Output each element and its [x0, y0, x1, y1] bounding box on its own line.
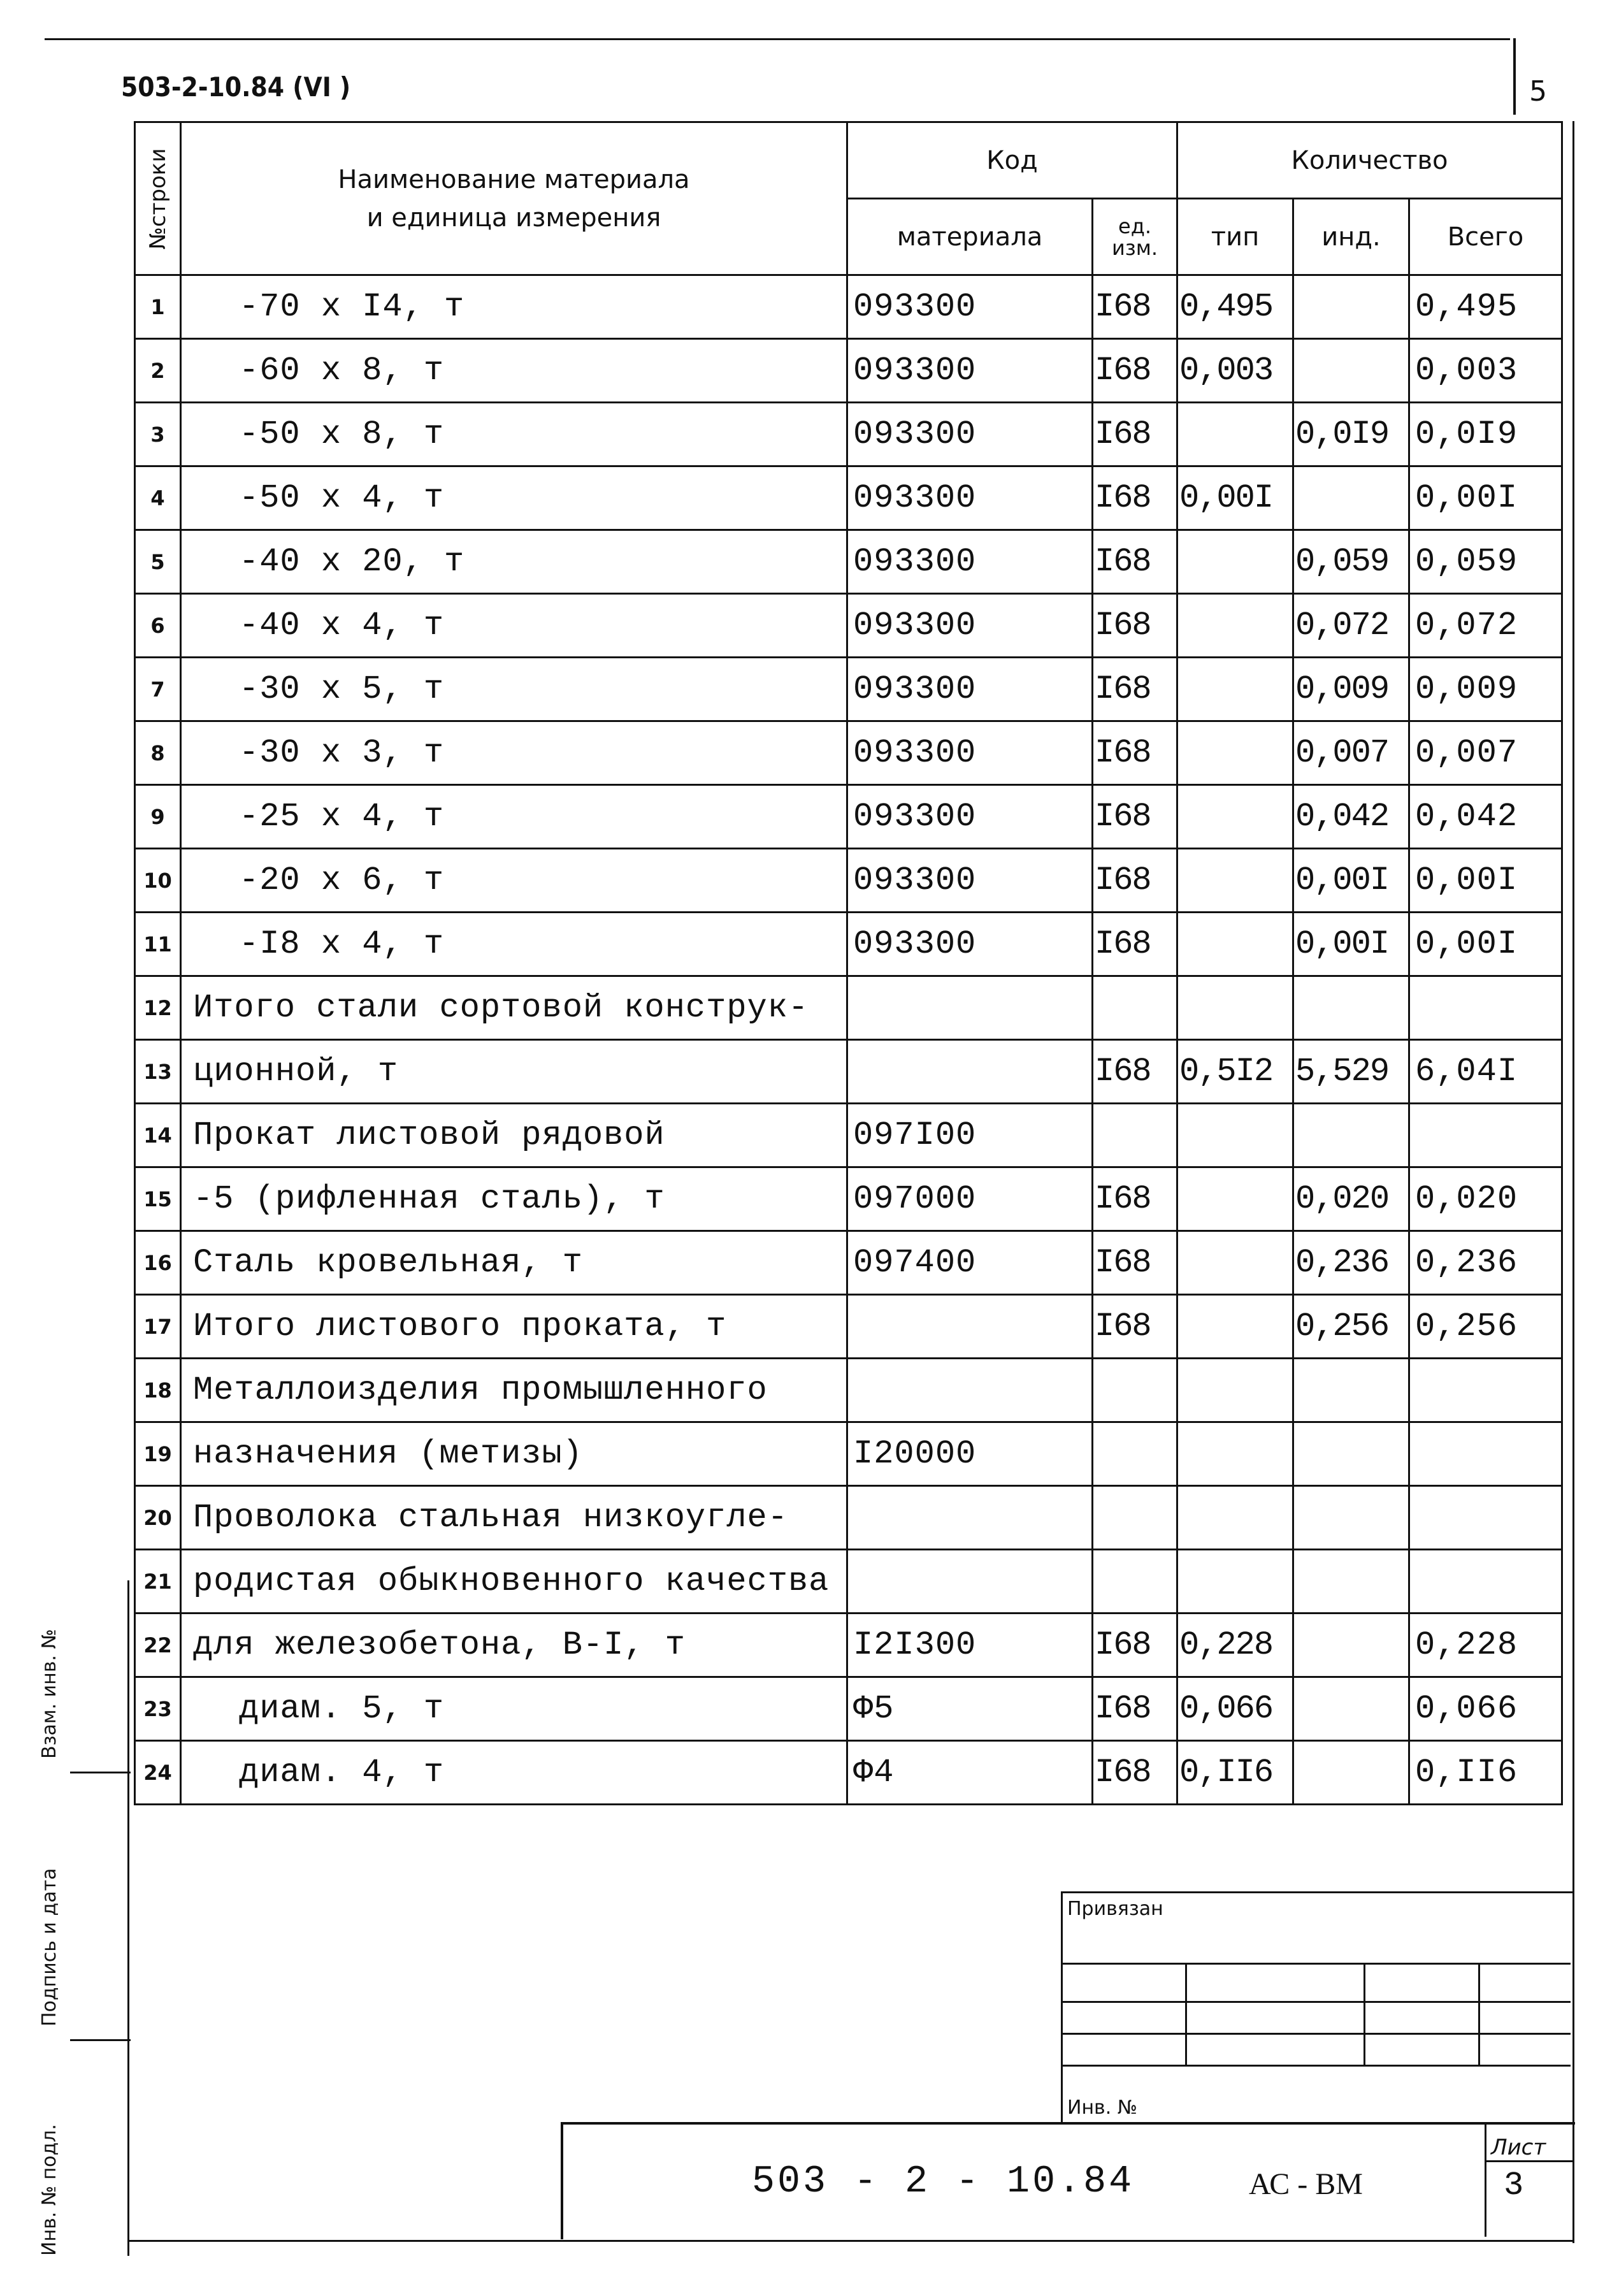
- binding-rule-3: [1061, 2033, 1571, 2035]
- qty-total: 0,009: [1409, 658, 1562, 721]
- qty-type: [1177, 1295, 1293, 1359]
- qty-total: 0,007: [1409, 721, 1562, 785]
- material-code: [847, 1486, 1093, 1550]
- material-code: 093300: [847, 849, 1093, 913]
- material-name: для железобетона, В-I, т: [181, 1614, 847, 1677]
- qty-total: [1409, 976, 1562, 1040]
- material-code: Ф5: [847, 1677, 1093, 1741]
- material-code: 093300: [847, 339, 1093, 403]
- table-row: [135, 1422, 1562, 1486]
- row-number: 21: [135, 1550, 181, 1614]
- unit-code: [1093, 1359, 1177, 1422]
- qty-total: 0,228: [1409, 1614, 1562, 1677]
- row-number: 9: [135, 785, 181, 849]
- material-code: 093300: [847, 913, 1093, 976]
- qty-total: [1409, 1550, 1562, 1614]
- qty-ind: 0,009: [1293, 658, 1409, 721]
- qty-ind: 0,256: [1293, 1295, 1409, 1359]
- table-row: [135, 530, 1562, 594]
- qty-type: 0,066: [1177, 1677, 1293, 1741]
- material-code: 097400: [847, 1231, 1093, 1295]
- side-label-replace-inv: Взам. инв. №: [38, 1629, 61, 1759]
- material-code: [847, 1295, 1093, 1359]
- unit-code: I68: [1093, 1614, 1177, 1677]
- material-code: [847, 976, 1093, 1040]
- material-name: Итого стали сортовой конструк-: [181, 976, 847, 1040]
- row-number: 17: [135, 1295, 181, 1359]
- material-name: Проволока стальная низкоугле-: [181, 1486, 847, 1550]
- material-code: 093300: [847, 403, 1093, 466]
- qty-type: 0,003: [1177, 339, 1293, 403]
- table-row: [135, 1741, 1562, 1805]
- binding-grid: [1061, 1891, 1572, 2124]
- row-number: 2: [135, 339, 181, 403]
- sheet-label: Лист: [1491, 2135, 1546, 2160]
- unit-code: I68: [1093, 913, 1177, 976]
- material-code: Ф4: [847, 1741, 1093, 1805]
- header-qty-ind: инд.: [1293, 199, 1409, 275]
- unit-code: I68: [1093, 1167, 1177, 1231]
- sheet-number: 3: [1504, 2167, 1524, 2204]
- top-rule: [45, 38, 1510, 40]
- binding-rule-2: [1061, 2001, 1571, 2003]
- qty-total: [1409, 1359, 1562, 1422]
- sheet-divider: [1485, 2122, 1486, 2237]
- qty-ind: 0,072: [1293, 594, 1409, 658]
- material-name: -30 x 5, т: [181, 658, 847, 721]
- qty-ind: 0,00I: [1293, 913, 1409, 976]
- row-number: 18: [135, 1359, 181, 1422]
- table-row: [135, 1614, 1562, 1677]
- header-code-material: материала: [847, 199, 1093, 275]
- header-qty-total: Всего: [1409, 199, 1562, 275]
- table-row: [135, 1104, 1562, 1167]
- bound-label: Привязан: [1067, 1898, 1163, 1920]
- qty-ind: 0,236: [1293, 1231, 1409, 1295]
- unit-code: I68: [1093, 1231, 1177, 1295]
- table-row: [135, 976, 1562, 1040]
- material-code: 093300: [847, 466, 1093, 530]
- qty-total: 0,256: [1409, 1295, 1562, 1359]
- qty-ind: [1293, 339, 1409, 403]
- binding-col-3: [1478, 1963, 1480, 2065]
- bottom-frame: [127, 2240, 1574, 2242]
- page-number-divider: [1513, 38, 1516, 115]
- unit-code: I68: [1093, 339, 1177, 403]
- qty-total: 0,II6: [1409, 1741, 1562, 1805]
- qty-type: 0,00I: [1177, 466, 1293, 530]
- qty-type: [1177, 1359, 1293, 1422]
- unit-code: [1093, 976, 1177, 1040]
- qty-total: [1409, 1422, 1562, 1486]
- qty-ind: [1293, 1741, 1409, 1805]
- qty-total: 0,072: [1409, 594, 1562, 658]
- row-number: 5: [135, 530, 181, 594]
- qty-type: [1177, 976, 1293, 1040]
- unit-code: I68: [1093, 594, 1177, 658]
- side-label-orig-inv: Инв. № подл.: [38, 2124, 61, 2256]
- qty-type: [1177, 849, 1293, 913]
- qty-ind: [1293, 466, 1409, 530]
- table-row: [135, 913, 1562, 976]
- row-number: 24: [135, 1741, 181, 1805]
- row-number: 6: [135, 594, 181, 658]
- qty-total: 0,00I: [1409, 466, 1562, 530]
- table-row: [135, 339, 1562, 403]
- material-name: диам. 5, т: [181, 1677, 847, 1741]
- material-code: [847, 1359, 1093, 1422]
- qty-total: 0,059: [1409, 530, 1562, 594]
- material-name: назначения (метизы): [181, 1422, 847, 1486]
- qty-type: [1177, 403, 1293, 466]
- side-divider-1: [70, 1772, 131, 1773]
- qty-ind: [1293, 1677, 1409, 1741]
- table-row: [135, 849, 1562, 913]
- material-name: -25 x 4, т: [181, 785, 847, 849]
- qty-type: [1177, 1422, 1293, 1486]
- unit-code: I68: [1093, 658, 1177, 721]
- qty-ind: [1293, 1422, 1409, 1486]
- qty-ind: 0,007: [1293, 721, 1409, 785]
- qty-total: 0,495: [1409, 275, 1562, 339]
- qty-total: 0,00I: [1409, 849, 1562, 913]
- unit-code: I68: [1093, 530, 1177, 594]
- table-row: [135, 1167, 1562, 1231]
- qty-type: [1177, 594, 1293, 658]
- qty-type: [1177, 913, 1293, 976]
- table-row: [135, 1550, 1562, 1614]
- material-name: Металлоизделия промышленного: [181, 1359, 847, 1422]
- unit-code: [1093, 1104, 1177, 1167]
- material-name: -50 x 4, т: [181, 466, 847, 530]
- row-number: 3: [135, 403, 181, 466]
- qty-total: 0,042: [1409, 785, 1562, 849]
- table-row: [135, 1677, 1562, 1741]
- qty-type: [1177, 1231, 1293, 1295]
- qty-ind: [1293, 1614, 1409, 1677]
- header-code-unit: ед. изм.: [1093, 199, 1177, 275]
- binding-rule-4: [1061, 2065, 1571, 2067]
- qty-type: 0,495: [1177, 275, 1293, 339]
- material-code: [847, 1550, 1093, 1614]
- qty-type: [1177, 1104, 1293, 1167]
- table-row: [135, 785, 1562, 849]
- row-number: 15: [135, 1167, 181, 1231]
- material-name: Прокат листовой рядовой: [181, 1104, 847, 1167]
- material-name: -60 x 8, т: [181, 339, 847, 403]
- qty-ind: [1293, 275, 1409, 339]
- qty-total: 0,003: [1409, 339, 1562, 403]
- material-code: 093300: [847, 721, 1093, 785]
- qty-total: 0,066: [1409, 1677, 1562, 1741]
- qty-total: 0,020: [1409, 1167, 1562, 1231]
- qty-ind: [1293, 1550, 1409, 1614]
- qty-type: 0,II6: [1177, 1741, 1293, 1805]
- qty-type: 0,5I2: [1177, 1040, 1293, 1104]
- right-frame: [1572, 121, 1574, 2243]
- material-name: -20 x 6, т: [181, 849, 847, 913]
- row-number: 8: [135, 721, 181, 785]
- row-number: 11: [135, 913, 181, 976]
- row-number: 13: [135, 1040, 181, 1104]
- qty-ind: 0,0I9: [1293, 403, 1409, 466]
- material-code: 093300: [847, 275, 1093, 339]
- table-row: [135, 466, 1562, 530]
- qty-total: 0,0I9: [1409, 403, 1562, 466]
- material-code: 093300: [847, 594, 1093, 658]
- qty-type: [1177, 1486, 1293, 1550]
- qty-ind: 0,020: [1293, 1167, 1409, 1231]
- binding-col-2: [1364, 1963, 1365, 2065]
- row-number: 7: [135, 658, 181, 721]
- materials-table: [134, 121, 1563, 1805]
- row-number: 22: [135, 1614, 181, 1677]
- row-number: 19: [135, 1422, 181, 1486]
- material-code: 093300: [847, 530, 1093, 594]
- row-number: 10: [135, 849, 181, 913]
- unit-code: I68: [1093, 1295, 1177, 1359]
- unit-code: I68: [1093, 1741, 1177, 1805]
- unit-code: I68: [1093, 1677, 1177, 1741]
- qty-total: [1409, 1486, 1562, 1550]
- material-code: [847, 1040, 1093, 1104]
- row-number: 14: [135, 1104, 181, 1167]
- unit-code: I68: [1093, 403, 1177, 466]
- material-name: -40 x 20, т: [181, 530, 847, 594]
- sheet-label-rule: [1485, 2160, 1574, 2162]
- row-number: 20: [135, 1486, 181, 1550]
- material-name: -30 x 3, т: [181, 721, 847, 785]
- material-name: ционной, т: [181, 1040, 847, 1104]
- table-row: [135, 1486, 1562, 1550]
- material-name: -40 x 4, т: [181, 594, 847, 658]
- row-number: 16: [135, 1231, 181, 1295]
- table-row: [135, 1359, 1562, 1422]
- stamp-mark: АС - ВМ: [1249, 2167, 1363, 2201]
- header-rownum: №строки: [135, 122, 181, 275]
- material-code: 097I00: [847, 1104, 1093, 1167]
- unit-code: I68: [1093, 466, 1177, 530]
- material-name: -70 x I4, т: [181, 275, 847, 339]
- qty-ind: [1293, 1359, 1409, 1422]
- stamp-document-code: 503 - 2 - 10.84: [752, 2160, 1135, 2204]
- qty-ind: 5,529: [1293, 1040, 1409, 1104]
- table-row: [135, 1231, 1562, 1295]
- table-row: [135, 594, 1562, 658]
- table-row: [135, 403, 1562, 466]
- header-code-group: Код: [847, 122, 1177, 199]
- material-code: I2I300: [847, 1614, 1093, 1677]
- unit-code: [1093, 1550, 1177, 1614]
- material-name: -50 x 8, т: [181, 403, 847, 466]
- header-qty-type: тип: [1177, 199, 1293, 275]
- unit-code: I68: [1093, 849, 1177, 913]
- document-code: 503-2-10.84 (VI ): [121, 71, 351, 103]
- row-number: 1: [135, 275, 181, 339]
- qty-type: [1177, 721, 1293, 785]
- inventory-label: Инв. №: [1067, 2097, 1138, 2119]
- material-name: родистая обыкновенного качества: [181, 1550, 847, 1614]
- material-code: 093300: [847, 658, 1093, 721]
- row-number: 12: [135, 976, 181, 1040]
- material-code: I20000: [847, 1422, 1093, 1486]
- material-code: 093300: [847, 785, 1093, 849]
- header-name: Наименование материала и единица измерения: [181, 122, 847, 275]
- row-number: 23: [135, 1677, 181, 1741]
- qty-total: 0,00I: [1409, 913, 1562, 976]
- qty-type: [1177, 658, 1293, 721]
- qty-ind: 0,059: [1293, 530, 1409, 594]
- unit-code: I68: [1093, 275, 1177, 339]
- header-qty-group: Количество: [1177, 122, 1562, 199]
- row-number: 4: [135, 466, 181, 530]
- table-row: [135, 1040, 1562, 1104]
- qty-ind: 0,042: [1293, 785, 1409, 849]
- qty-type: [1177, 1550, 1293, 1614]
- table-row: [135, 721, 1562, 785]
- unit-code: [1093, 1486, 1177, 1550]
- unit-code: I68: [1093, 785, 1177, 849]
- table-row: [135, 1295, 1562, 1359]
- page-number: 5: [1529, 75, 1547, 108]
- material-name: -5 (рифленная сталь), т: [181, 1167, 847, 1231]
- qty-total: 0,236: [1409, 1231, 1562, 1295]
- unit-code: I68: [1093, 1040, 1177, 1104]
- qty-total: [1409, 1104, 1562, 1167]
- material-name: диам. 4, т: [181, 1741, 847, 1805]
- material-name: Итого листового проката, т: [181, 1295, 847, 1359]
- side-frame-line: [127, 1580, 129, 2256]
- unit-code: [1093, 1422, 1177, 1486]
- qty-total: 6,04I: [1409, 1040, 1562, 1104]
- table-row: [135, 658, 1562, 721]
- qty-ind: [1293, 976, 1409, 1040]
- qty-type: [1177, 785, 1293, 849]
- table-row: [135, 275, 1562, 339]
- qty-ind: [1293, 1486, 1409, 1550]
- qty-ind: 0,00I: [1293, 849, 1409, 913]
- side-divider-2: [70, 2039, 131, 2041]
- qty-ind: [1293, 1104, 1409, 1167]
- material-name: Сталь кровельная, т: [181, 1231, 847, 1295]
- binding-col-1: [1185, 1963, 1187, 2065]
- qty-type: [1177, 530, 1293, 594]
- unit-code: I68: [1093, 721, 1177, 785]
- material-code: 097000: [847, 1167, 1093, 1231]
- qty-type: [1177, 1167, 1293, 1231]
- qty-type: 0,228: [1177, 1614, 1293, 1677]
- side-label-signature-date: Подпись и дата: [38, 1868, 61, 2026]
- material-name: -I8 x 4, т: [181, 913, 847, 976]
- binding-rule-1: [1061, 1963, 1571, 1965]
